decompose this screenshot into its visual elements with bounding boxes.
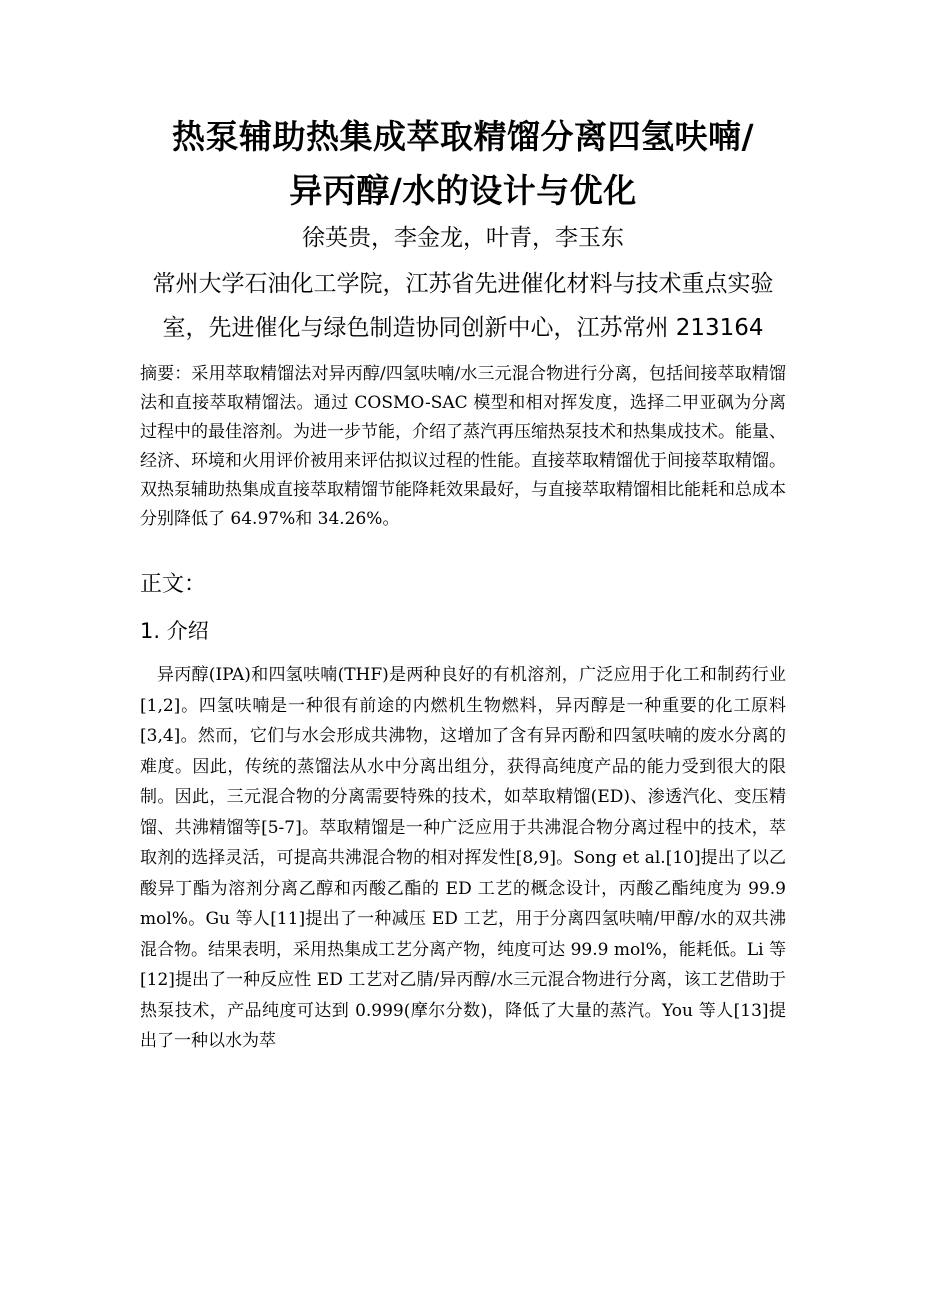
paper-title: [140, 110, 786, 218]
affiliation: 常州大学石油化工学院，江苏省先进催化材料与技术重点实验室，先进催化与绿色制造协同创新中心，江苏常州 213164: [152, 271, 774, 341]
title-line-2: 异丙醇/水的设计与优化: [289, 171, 637, 210]
abstract-paragraph: 摘要：采用萃取精馏法对异丙醇/四氢呋喃/水三元混合物进行分离，包括间接萃取精馏法和直接萃取精馏法。通过 COSMO-SAC 模型和相对挥发度，选择二甲亚砜为分离过程中的最佳溶剂。为进一步节能，介绍了蒸汽再压缩热泵技术和热集成技术。能量、经济、环境和火用评价被用来评估拟议过程的性能。直接萃取精馏优于间接萃取精馏。双热泵辅助热集成直接萃取精馏节能降耗效果最好，与直接萃取精馏相比能耗和总成本分别降低了 64.97%和 34.26%。: [140, 364, 786, 529]
paper-page: [140, 110, 786, 1057]
section-heading-introduction: 1. 介绍: [140, 619, 209, 643]
title-line-1: 热泵辅助热集成萃取精馏分离四氢呋喃/: [171, 117, 755, 156]
main-text-label: 正文：: [140, 572, 207, 597]
introduction-paragraph: 异丙醇(IPA)和四氢呋喃(THF)是两种良好的有机溶剂，广泛应用于化工和制药行业[1,2]。四氢呋喃是一种很有前途的内燃机生物燃料，异丙醇是一种重要的化工原料[3,4]。然而，它们与水会形成共沸物，这增加了含有异丙酚和四氢呋喃的废水分离的难度。因此，传统的蒸馏法从水中分离出组分，获得高纯度产品的能力受到很大的限制。因此，三元混合物的分离需要特殊的技术，如萃取精馏(ED)、渗透汽化、变压精馏、共沸精馏等[5-7]。萃取精馏是一种广泛应用于共沸混合物分离过程中的技术，萃取剂的选择灵活，可提高共沸混合物的相对挥发性[8,9]。Song et al.[10]提出了以乙酸异丁酯为溶剂分离乙醇和丙酸乙酯的 ED 工艺的概念设计，丙酸乙酯纯度为 99.9 mol%。Gu 等人[11]提出了一种减压 ED 工艺，用于分离四氢呋喃/甲醇/水的双共沸混合物。结果表明，采用热集成工艺分离产物，纯度可达 99.9 mol%，能耗低。Li 等[12]提出了一种反应性 ED 工艺对乙腈/异丙醇/水三元混合物进行分离，该工艺借助于热泵技术，产品纯度可达到 0.999(摩尔分数)，降低了大量的蒸汽。You 等人[13]提出了一种以水为萃: [140, 665, 786, 1051]
author-list: 徐英贵，李金龙，叶青，李玉东: [302, 225, 624, 251]
